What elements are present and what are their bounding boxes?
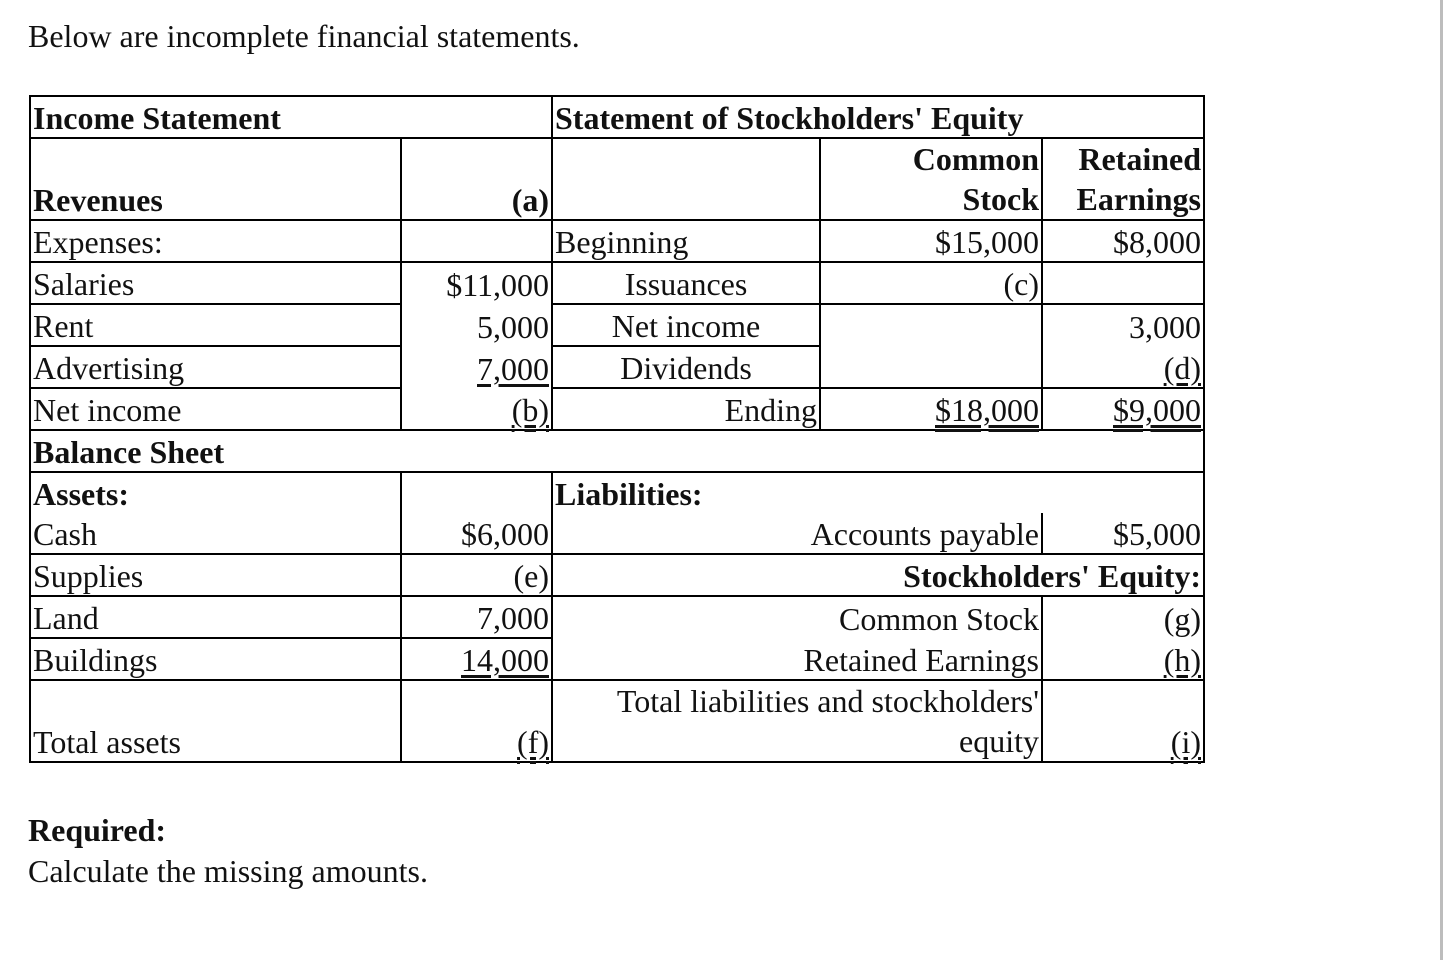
revenues-label: Revenues <box>30 138 401 220</box>
supplies-value: (e) <box>401 554 552 596</box>
buildings-row <box>30 638 1204 680</box>
rent-row <box>30 304 1204 346</box>
ending-retained-earnings <box>1042 388 1204 430</box>
bs-common-stock-value: (g) <box>1042 596 1204 638</box>
dividends-retained <box>1042 346 1204 388</box>
totals-row <box>30 680 1204 762</box>
income-statement-title: Income Statement <box>30 96 552 138</box>
assets-label: Assets: <box>30 472 401 513</box>
salaries-label: Salaries <box>30 262 401 304</box>
common-stock-header-line2: Stock <box>962 181 1039 217</box>
issuances-common-stock: (c) <box>820 262 1042 304</box>
total-assets-value <box>401 680 552 762</box>
rent-label: Rent <box>30 304 401 346</box>
retained-earnings-column-header <box>1042 138 1204 220</box>
beginning-label: Beginning <box>552 220 820 262</box>
beginning-common-stock: $15,000 <box>820 220 1042 262</box>
expenses-row <box>30 220 1204 262</box>
net-income-label: Net income <box>30 388 401 430</box>
issuances-retained-blank <box>1042 262 1204 304</box>
retained-earnings-header-line2: Earnings <box>1076 181 1201 217</box>
ending-common-stock <box>820 388 1042 430</box>
land-label: Land <box>30 596 401 638</box>
accounts-payable-label: Accounts payable <box>552 513 1042 554</box>
expenses-label: Expenses: <box>30 220 401 262</box>
dividends-retained-text: (d) <box>1163 350 1201 386</box>
common-stock-header-line1: Common <box>912 141 1039 177</box>
supplies-label: Supplies <box>30 554 401 596</box>
net-income-value <box>401 388 552 430</box>
ending-label: Ending <box>552 388 820 430</box>
buildings-value <box>401 638 552 680</box>
retained-earnings-header-line1: Retained <box>1078 141 1201 177</box>
balance-sheet-title: Balance Sheet <box>30 430 1204 472</box>
total-liabilities-equity-value-text: (i) <box>1170 724 1201 760</box>
cash-row <box>30 513 1204 554</box>
cash-value: $6,000 <box>401 513 552 554</box>
stockholders-equity-label: Stockholders' Equity: <box>552 554 1204 596</box>
buildings-label: Buildings <box>30 638 401 680</box>
salaries-value: $11,000 <box>401 262 552 304</box>
advertising-value <box>401 346 552 388</box>
required-text: Calculate the missing amounts. <box>28 853 428 889</box>
titles-row <box>30 96 1204 138</box>
equity-header-blank <box>552 138 820 220</box>
buildings-value-text: 14,000 <box>461 642 549 678</box>
total-liabilities-equity-label <box>552 680 1042 762</box>
revenues-row <box>30 138 1204 220</box>
rent-value: 5,000 <box>401 304 552 346</box>
salaries-row <box>30 262 1204 304</box>
intro-text: Below are incomplete financial statements. <box>28 18 580 54</box>
supplies-row <box>30 554 1204 596</box>
common-stock-column-header <box>820 138 1042 220</box>
equity-net-income-retained: 3,000 <box>1042 304 1204 346</box>
land-row <box>30 596 1204 638</box>
dividends-common-blank <box>820 346 1042 388</box>
balance-sheet-title-row <box>30 430 1204 472</box>
advertising-label: Advertising <box>30 346 401 388</box>
total-assets-value-text: (f) <box>517 724 549 760</box>
accounts-payable-value: $5,000 <box>1042 513 1204 554</box>
cash-label: Cash <box>30 513 401 554</box>
land-value: 7,000 <box>401 596 552 638</box>
advertising-value-text: 7,000 <box>477 351 549 387</box>
dividends-label: Dividends <box>552 346 820 388</box>
total-liabilities-equity-value <box>1042 680 1204 762</box>
total-assets-label: Total assets <box>30 680 401 762</box>
issuances-label: Issuances <box>552 262 820 304</box>
liabilities-label: Liabilities: <box>552 472 1204 513</box>
bs-retained-earnings-value-text: (h) <box>1163 642 1201 678</box>
bs-retained-earnings-value <box>1042 638 1204 680</box>
beginning-retained-earnings: $8,000 <box>1042 220 1204 262</box>
equity-statement-title: Statement of Stockholders' Equity <box>552 96 1204 138</box>
ending-retained-earnings-text: $9,000 <box>1113 392 1201 428</box>
assets-liabilities-row <box>30 472 1204 513</box>
required-heading: Required: <box>28 812 167 848</box>
bs-retained-earnings-label: Retained Earnings <box>552 638 1042 680</box>
page-edge-border <box>1440 0 1443 960</box>
advertising-row <box>30 346 1204 388</box>
net-income-common-blank <box>820 304 1042 346</box>
total-liabilities-equity-label-line1: Total liabilities and stockholders' <box>616 683 1039 719</box>
bs-common-stock-label: Common Stock <box>552 596 1042 638</box>
financial-statements-table <box>29 95 1205 763</box>
assets-value-blank <box>401 472 552 513</box>
equity-net-income-label: Net income <box>552 304 820 346</box>
net-income-value-text: (b) <box>511 392 549 428</box>
total-liabilities-equity-label-line2: equity <box>959 723 1039 759</box>
revenues-value: (a) <box>401 138 552 220</box>
net-income-row <box>30 388 1204 430</box>
ending-common-stock-text: $18,000 <box>935 392 1039 428</box>
expenses-value-blank <box>401 220 552 262</box>
